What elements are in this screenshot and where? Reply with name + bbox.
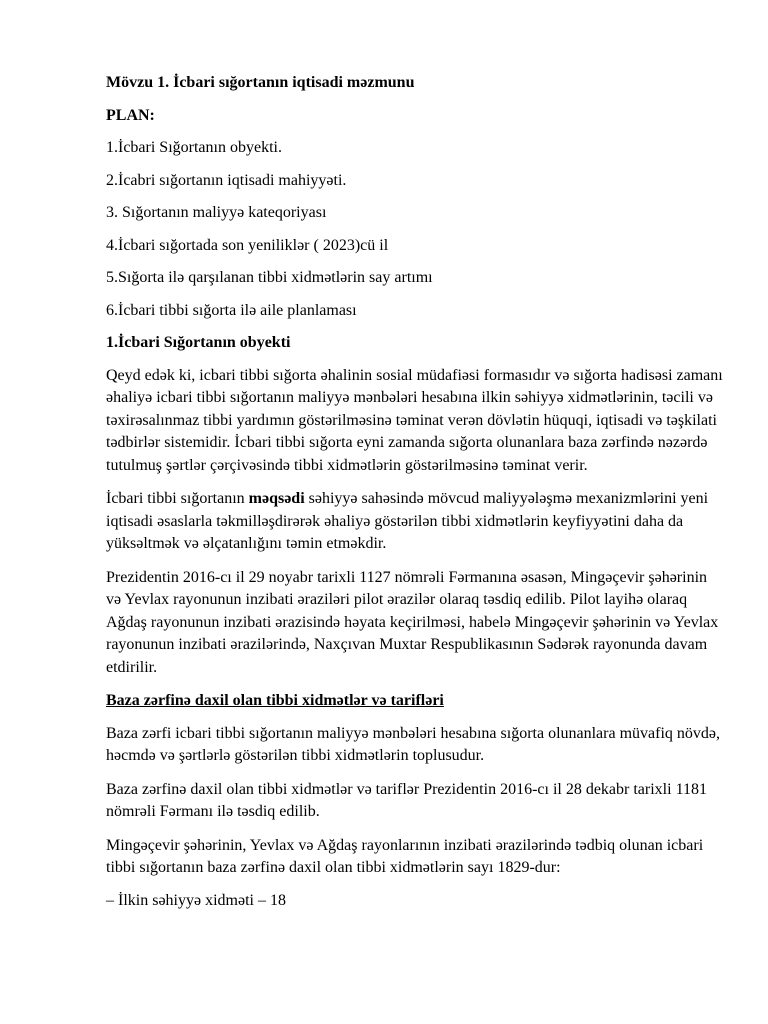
purpose-keyword: məqsədi xyxy=(248,490,305,507)
plan-item: 3. Sığortanın maliyyə kateqoriyası xyxy=(106,204,327,221)
plan-item: 1.İcbari Sığortanın obyekti. xyxy=(106,139,282,156)
paragraph-base-package: Baza zərfi icbari tibbi sığortanın maliyyə mənbələri hesabına sığorta olunanlara müvafiq növdə, həcmdə və şərtlərlə göstərilən tibbi xidmətlərin toplusudur. xyxy=(106,724,721,764)
paragraph-tariffs: Baza zərfinə daxil olan tibbi xidmətlər və tariflər Prezidentin 2016-cı il 28 dekabr tarixli 1181 nömrəli Fərmanı ilə təsdiq edilib. xyxy=(106,780,707,820)
section-heading-object: 1.İcbari Sığortanın obyekti xyxy=(106,334,291,351)
paragraph-purpose xyxy=(106,488,726,556)
document-page xyxy=(106,72,726,922)
paragraph-service-count: Mingəçevir şəhərinin, Yevlax və Ağdaş rayonlarının inzibati ərazilərində tədbiq olunan icbari tibbi sığortanın baza zərfinə daxil olan tibbi xidmətlərin sayı 1829-dur: xyxy=(106,836,704,876)
plan-item: 6.İcbari tibbi sığorta ilə aile planlaması xyxy=(106,301,357,319)
paragraph-definition: Qeyd edək ki, icbari tibbi sığorta əhalinin sosial müdafiəsi formasıdır və sığorta hadisəsi zamanı əhaliyə icbari tibbi sığortanın maliyyə mənbələri hesabına ilkin səhiyyə xidmətlərinin, təcili və təxirəsalınmaz tibbi yardımın göstərilməsinə təminat verən dövlətin hüquqi, iqtisadi və təşkilati tədbirlər sistemidir. İcbari tibbi sığorta eyni zamanda sığorta olunanlara baza zərfində nəzərdə tutulmuş şərtlər çərçivəsində tibbi xidmətlərin göstərilməsinə təminat verir. xyxy=(106,366,723,474)
plan-item: 5.Sığorta ilə qarşılanan tibbi xidmətlərin say artımı xyxy=(106,269,433,286)
plan-label: PLAN: xyxy=(106,106,155,124)
purpose-text-end: səhiyyə sahəsində mövcud maliyyələşmə mexanizmlərini yeni iqtisadi əsaslarla təkmilləşdirərək əhaliyə göstərilən tibbi xidmətlərin keyfiyyətini daha da yüksəltmək və əlçatanlığını təmin etməkdir. xyxy=(106,490,709,552)
plan-item: 2.İcabri sığortanın iqtisadi mahiyyəti. xyxy=(106,171,347,189)
section-heading-base-package: Baza zərfinə daxil olan tibbi xidmətlər və tarifləri xyxy=(106,692,444,709)
paragraph-decree: Prezidentin 2016-cı il 29 noyabr tarixli 1127 nömrəli Fərmanına əsasən, Mingəçevir şəhərinin və Yevlax rayonunun inzibati əraziləri pilot ərazilər olaraq təsdiq edilib. Pilot layihə olaraq Ağdaş rayonunun inzibati ərazisində həyata keçirilməsi, habelə Mingəçevir şəhərinin və Yevlax rayonunun inzibati ərazilərində, Naxçıvan Muxtar Respublikasının Sədərək rayonunda davam etdirilir. xyxy=(106,568,719,676)
plan-item: 4.İcbari sığortada son yeniliklər ( 2023)cü il xyxy=(106,236,389,254)
list-item: – İlkin səhiyyə xidməti – 18 xyxy=(106,891,286,909)
purpose-text-start: İcbari tibbi sığortanın xyxy=(106,490,249,507)
document-title: Mövzu 1. İcbari sığortanın iqtisadi məzmunu xyxy=(106,74,415,91)
